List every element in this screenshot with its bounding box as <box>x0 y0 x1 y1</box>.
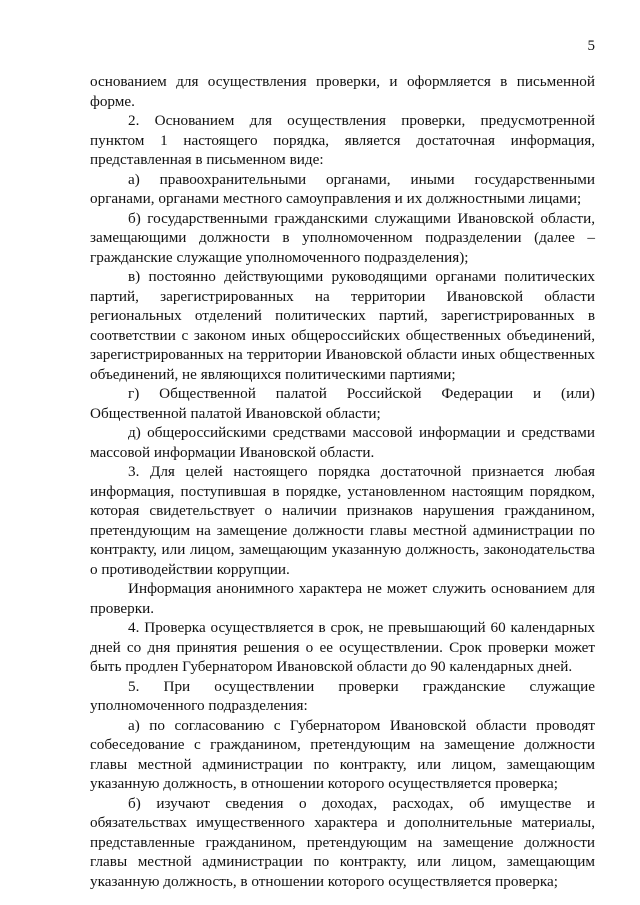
paragraph-item-3: 3. Для целей настоящего порядка достаточной признается любая информация, поступившая в порядке, установленном настоящим порядком, которая свидетельствует о наличии признаков нарушения гражданином, претендующим на замещение должности главы местной администрации по контракту, или лицом, замещающим указанную должность, законодательства о противодействии коррупции. <box>90 463 595 578</box>
paragraph-item-5: 5. При осуществлении проверки гражданские служащие уполномоченного подразделения: <box>90 677 595 714</box>
paragraph-subitem-g: г) Общественной палатой Российской Федерации и (или) Общественной палатой Ивановской области; <box>90 385 595 422</box>
paragraph-item-4: 4. Проверка осуществляется в срок, не превышающий 60 календарных дней со дня принятия решения о ее осуществлении. Срок проверки может быть продлен Губернатором Ивановской области до 90 календарных дней. <box>90 619 595 675</box>
paragraph-item-5-subitem-b: б) изучают сведения о доходах, расходах, об имуществе и обязательствах имущественного характера и дополнительные материалы, представленные гражданином, претендующим на замещение должности главы местной администрации по контракту, или лицом, замещающим указанную должность, в отношении которого осуществляется проверка; <box>90 794 595 890</box>
paragraph-subitem-v: в) постоянно действующими руководящими органами политических партий, зарегистрированных на территории Ивановской области региональных отделений политических партий, зарегистрированных в соответствии с законом иных общероссийских общественных объединений, зарегистрированных на территории Ивановской области иных общественных объединений, не являющихся политическими партиями; <box>90 268 595 383</box>
paragraph-subitem-a: а) правоохранительными органами, иными государственными органами, органами местного самоуправления и их должностными лицами; <box>90 170 595 207</box>
page-number: 5 <box>587 38 595 54</box>
document-body <box>90 72 595 891</box>
paragraph-continuation: основанием для осуществления проверки, и оформляется в письменной форме. <box>90 73 595 110</box>
paragraph-subitem-b: б) государственными гражданскими служащими Ивановской области, замещающими должности в уполномоченном подразделении (далее – гражданские служащие уполномоченного подразделения); <box>90 209 595 266</box>
paragraph-item-5-subitem-a: а) по согласованию с Губернатором Ивановской области проводят собеседование с гражданином, претендующим на замещение должности главы местной администрации по контракту, или лицом, замещающим указанную должность, в отношении которого осуществляется проверка; <box>90 716 595 792</box>
paragraph-subitem-d: д) общероссийскими средствами массовой информации и средствами массовой информации Ивановской области. <box>90 424 595 461</box>
paragraph-item-2: 2. Основанием для осуществления проверки, предусмотренной пунктом 1 настоящего порядка, является достаточная информация, представленная в письменном виде: <box>90 112 595 168</box>
paragraph-anonymous-info: Информация анонимного характера не может служить основанием для проверки. <box>90 580 595 617</box>
